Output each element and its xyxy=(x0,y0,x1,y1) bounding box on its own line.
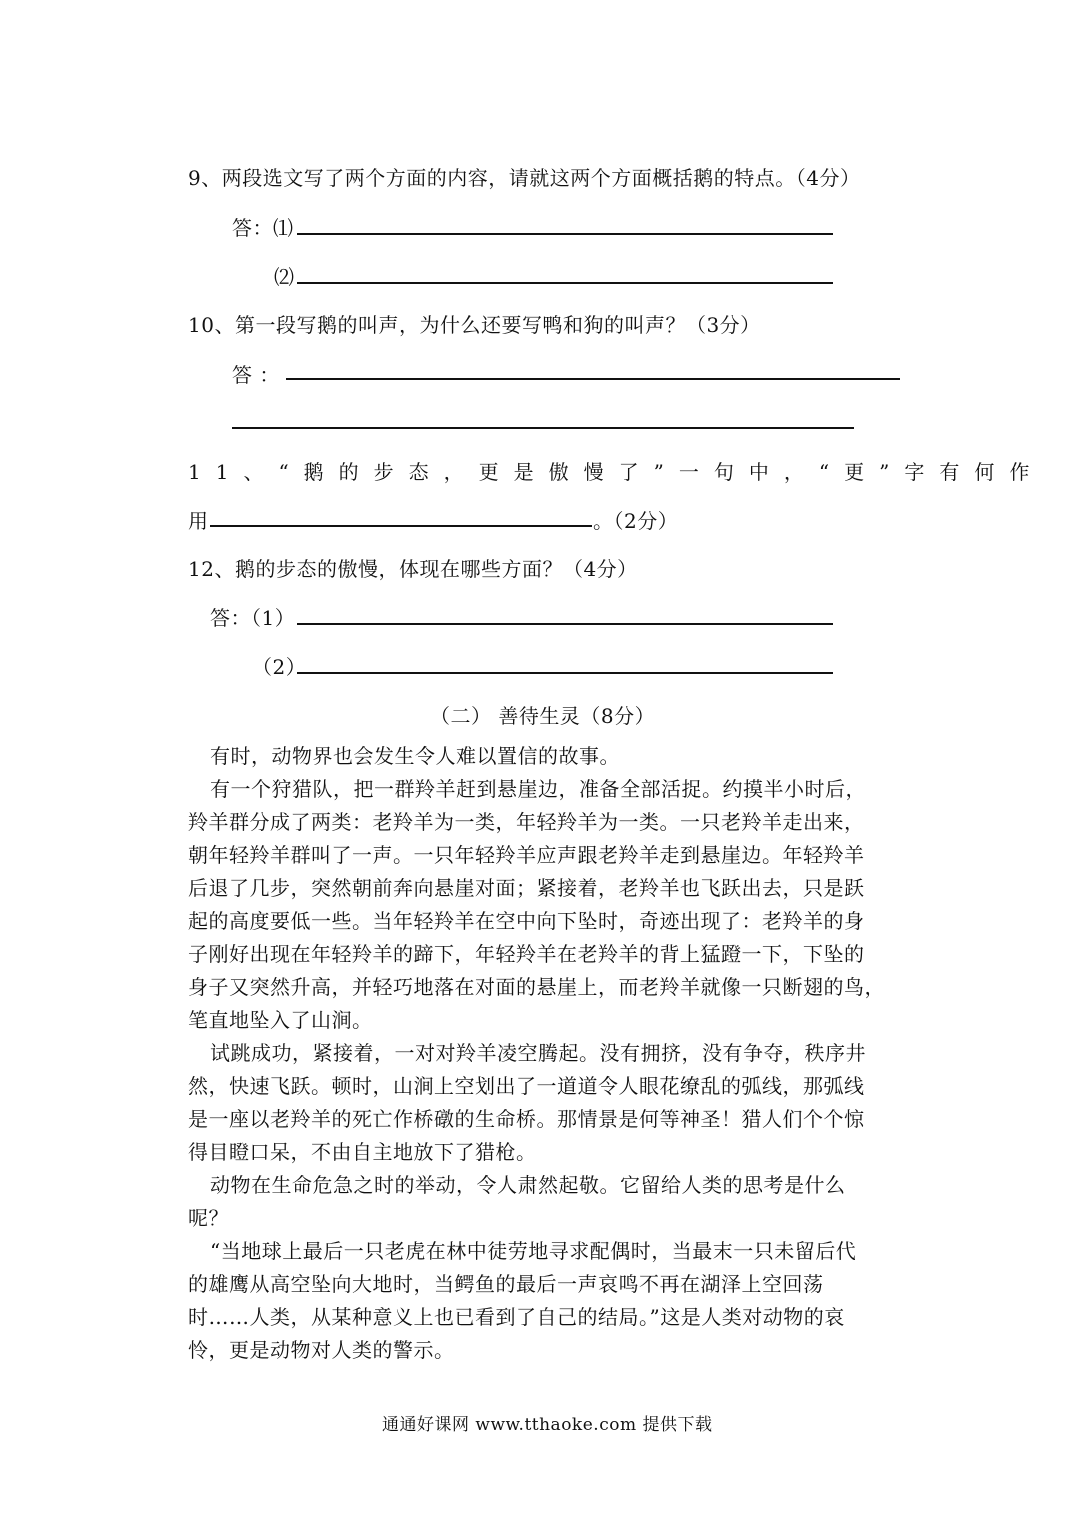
question-12-text: 12、鹅的步态的傲慢，体现在哪些方面？（4分） xyxy=(188,557,638,581)
question-9-text: 9、两段选文写了两个方面的内容，请就这两个方面概括鹅的特点。（4分） xyxy=(188,166,861,190)
page-footer: 通通好课网 www.tthaoke.com 提供下载 xyxy=(382,1415,713,1435)
passage-line: 有一个狩猎队，把一群羚羊赶到悬崖边，准备全部活捉。约摸半小时后， xyxy=(210,777,866,801)
passage-line: 是一座以老羚羊的死亡作桥礅的生命桥。那情景是何等神圣！猎人们个个惊 xyxy=(188,1107,865,1131)
question-12-second-label: （2） xyxy=(252,655,307,679)
passage-line: 怜，更是动物对人类的警示。 xyxy=(188,1338,455,1362)
passage-line: 试跳成功，紧接着，一对对羚羊凌空腾起。没有拥挤，没有争夺，秩序井 xyxy=(210,1041,866,1065)
question-12-answer-line-1[interactable] xyxy=(297,623,833,625)
section-2-title: （二） 善待生灵（8分） xyxy=(430,704,656,728)
question-12-answer-line-2[interactable] xyxy=(297,672,833,674)
passage-line: 时……人类，从某种意义上也已看到了自己的结局。”这是人类对动物的哀 xyxy=(188,1305,845,1329)
question-11-line2-prefix: 用 xyxy=(188,509,209,533)
passage-line: 后退了几步，突然朝前奔向悬崖对面；紧接着，老羚羊也飞跃出去，只是跃 xyxy=(188,876,865,900)
question-9-answer-label: 答：⑴ xyxy=(232,216,294,240)
passage-line: 有时，动物界也会发生令人难以置信的故事。 xyxy=(210,744,620,768)
question-11-line2-suffix: 。（2分） xyxy=(593,509,679,533)
question-9-second-label: ⑵ xyxy=(274,265,295,289)
passage-line: 羚羊群分成了两类：老羚羊为一类，年轻羚羊为一类。一只老羚羊走出来， xyxy=(188,810,865,834)
passage-line: 呢？ xyxy=(188,1206,229,1230)
question-10-text: 10、第一段写鹅的叫声，为什么还要写鸭和狗的叫声？（3分） xyxy=(188,313,761,337)
question-12-answer-label: 答：（1） xyxy=(210,606,296,630)
question-10-answer-line-2[interactable] xyxy=(232,427,854,429)
passage-line: 子刚好出现在年轻羚羊的蹄下，年轻羚羊在老羚羊的背上猛蹬一下，下坠的 xyxy=(188,942,865,966)
question-10-answer-line-1[interactable] xyxy=(286,378,900,380)
question-11-answer-line[interactable] xyxy=(210,525,592,527)
passage-line: 动物在生命危急之时的举动，令人肃然起敬。它留给人类的思考是什么 xyxy=(210,1173,846,1197)
passage-line: 的雄鹰从高空坠向大地时，当鳄鱼的最后一声哀鸣不再在湖泽上空回荡 xyxy=(188,1272,824,1296)
question-9-answer-line-1[interactable] xyxy=(297,233,833,235)
question-9-answer-line-2[interactable] xyxy=(297,282,833,284)
passage-line: 身子又突然升高，并轻巧地落在对面的悬崖上，而老羚羊就像一只断翅的鸟， xyxy=(188,975,885,999)
passage-line: “当地球上最后一只老虎在林中徒劳地寻求配偶时，当最末一只未留后代 xyxy=(210,1239,857,1263)
question-10-answer-label: 答 ： xyxy=(232,363,280,387)
passage-line: 起的高度要低一些。当年轻羚羊在空中向下坠时，奇迹出现了：老羚羊的身 xyxy=(188,909,865,933)
question-11-text: 11、“鹅的步态，更是傲慢了”一句中，“更”字有何作 xyxy=(188,460,1045,484)
passage-line: 得目瞪口呆，不由自主地放下了猎枪。 xyxy=(188,1140,537,1164)
passage-line: 朝年轻羚羊群叫了一声。一只年轻羚羊应声跟老羚羊走到悬崖边。年轻羚羊 xyxy=(188,843,865,867)
passage-line: 笔直地坠入了山涧。 xyxy=(188,1008,373,1032)
passage-line: 然，快速飞跃。顿时，山涧上空划出了一道道令人眼花缭乱的弧线，那弧线 xyxy=(188,1074,865,1098)
